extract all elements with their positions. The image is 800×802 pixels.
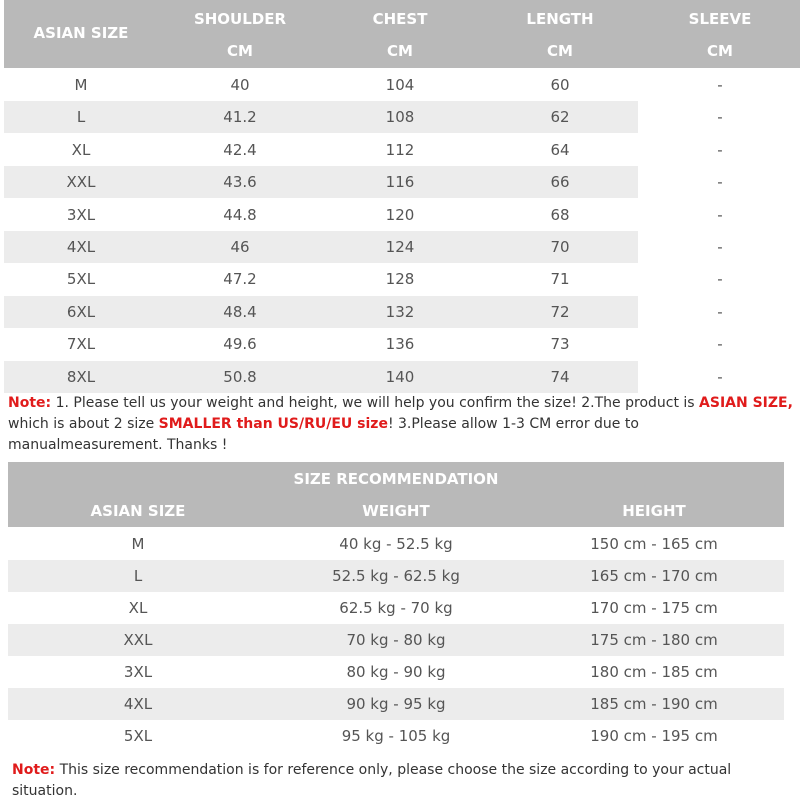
header-length-unit: CM bbox=[547, 42, 573, 60]
rec-header-weight: WEIGHT bbox=[362, 502, 430, 520]
cell-length: 70 bbox=[550, 238, 570, 256]
cell-height: 180 cm - 185 cm bbox=[590, 663, 718, 681]
table-row bbox=[8, 592, 784, 624]
cell-shoulder: 46 bbox=[230, 238, 250, 256]
cell-chest: 120 bbox=[385, 205, 415, 224]
cell-size: M bbox=[74, 76, 88, 94]
cell-height: 175 cm - 180 cm bbox=[590, 631, 718, 649]
note2-label: Note: bbox=[12, 762, 56, 778]
rec-header-height: HEIGHT bbox=[622, 502, 686, 520]
cell-chest: 124 bbox=[385, 238, 415, 256]
table-row bbox=[8, 560, 784, 592]
header-chest: CHEST bbox=[372, 10, 428, 28]
cell-size: 4XL bbox=[123, 695, 153, 713]
cell-size: 6XL bbox=[66, 302, 96, 321]
cell-size: 5XL bbox=[123, 727, 153, 745]
table-row bbox=[8, 624, 784, 656]
cell-sleeve: - bbox=[717, 238, 723, 256]
table-row bbox=[4, 296, 723, 328]
recommendation-title: SIZE RECOMMENDATION bbox=[293, 470, 499, 488]
cell-size: 5XL bbox=[66, 270, 96, 289]
cell-length: 73 bbox=[550, 335, 570, 354]
table-row bbox=[8, 720, 784, 752]
cell-shoulder: 50.8 bbox=[223, 367, 257, 386]
cell-length: 72 bbox=[550, 302, 570, 321]
note-text-part4: manualmeasurement. Thanks ! bbox=[8, 437, 228, 453]
cell-chest: 136 bbox=[385, 335, 415, 354]
cell-size: 8XL bbox=[66, 367, 96, 386]
cell-size: 7XL bbox=[66, 335, 96, 354]
cell-size: L bbox=[133, 567, 143, 585]
header-chest-unit: CM bbox=[387, 42, 413, 60]
header-sleeve-unit: CM bbox=[707, 42, 733, 60]
cell-weight: 40 kg - 52.5 kg bbox=[339, 535, 453, 553]
cell-shoulder: 44.8 bbox=[223, 205, 257, 224]
cell-size: XL bbox=[71, 140, 91, 159]
note-text-part3: ! 3.Please allow 1-3 CM error due to bbox=[387, 416, 639, 432]
rec-header-asian-size: ASIAN SIZE bbox=[90, 502, 186, 520]
table-row bbox=[4, 361, 723, 393]
cell-size: XXL bbox=[123, 631, 153, 649]
note-smaller: SMALLER than US/RU/EU size bbox=[158, 416, 388, 432]
note2-text: This size recommendation is for reference only, please choose the size according to your actual bbox=[55, 762, 732, 778]
cell-shoulder: 43.6 bbox=[223, 173, 257, 192]
cell-shoulder: 41.2 bbox=[223, 108, 257, 127]
cell-length: 71 bbox=[550, 270, 570, 289]
cell-size: XL bbox=[128, 599, 148, 617]
table-row bbox=[8, 656, 784, 688]
cell-weight: 70 kg - 80 kg bbox=[346, 631, 446, 649]
cell-shoulder: 49.6 bbox=[223, 335, 257, 354]
cell-height: 185 cm - 190 cm bbox=[590, 695, 718, 713]
cell-chest: 112 bbox=[385, 140, 415, 159]
recommendation-header bbox=[8, 462, 784, 527]
note-text-part1: 1. Please tell us your weight and height, we will help you confirm the size! 2.The product is bbox=[51, 395, 700, 411]
table-row bbox=[4, 328, 800, 360]
cell-sleeve: - bbox=[717, 270, 723, 289]
cell-weight: 62.5 kg - 70 kg bbox=[339, 599, 453, 617]
cell-sleeve: - bbox=[717, 173, 723, 192]
cell-height: 170 cm - 175 cm bbox=[590, 599, 718, 617]
cell-weight: 95 kg - 105 kg bbox=[341, 727, 451, 745]
cell-length: 60 bbox=[550, 76, 570, 94]
cell-length: 66 bbox=[550, 173, 570, 192]
cell-shoulder: 40 bbox=[230, 76, 250, 94]
note-reference bbox=[12, 760, 792, 802]
table-row bbox=[4, 166, 723, 198]
cell-chest: 116 bbox=[385, 173, 415, 192]
cell-size: 3XL bbox=[66, 205, 96, 224]
cell-height: 150 cm - 165 cm bbox=[590, 535, 718, 553]
cell-shoulder: 47.2 bbox=[223, 270, 257, 289]
cell-sleeve: - bbox=[717, 205, 723, 224]
cell-size: M bbox=[131, 535, 145, 553]
note-label: Note: bbox=[8, 395, 52, 411]
cell-size: XXL bbox=[66, 173, 96, 192]
cell-sleeve: - bbox=[717, 76, 723, 94]
note2-text2: situation. bbox=[12, 783, 78, 799]
table-row bbox=[4, 199, 800, 231]
cell-weight: 52.5 kg - 62.5 kg bbox=[332, 567, 460, 585]
cell-chest: 132 bbox=[385, 302, 415, 321]
table-row bbox=[4, 134, 800, 166]
cell-height: 190 cm - 195 cm bbox=[590, 727, 718, 745]
table-row bbox=[4, 263, 800, 295]
cell-length: 62 bbox=[550, 108, 570, 127]
note-size-info bbox=[8, 393, 798, 456]
cell-weight: 90 kg - 95 kg bbox=[346, 695, 446, 713]
cell-weight: 80 kg - 90 kg bbox=[346, 663, 446, 681]
header-sleeve: SLEEVE bbox=[688, 10, 752, 28]
header-length: LENGTH bbox=[526, 10, 594, 28]
cell-sleeve: - bbox=[717, 302, 723, 321]
cell-sleeve: - bbox=[717, 108, 723, 127]
size-chart-header bbox=[4, 0, 800, 68]
cell-sleeve: - bbox=[717, 140, 723, 159]
table-row bbox=[4, 231, 723, 263]
note-text-part2: which is about 2 size bbox=[8, 416, 159, 432]
header-asian-size: ASIAN SIZE bbox=[33, 24, 129, 42]
cell-chest: 108 bbox=[385, 108, 415, 127]
cell-height: 165 cm - 170 cm bbox=[590, 567, 718, 585]
cell-chest: 104 bbox=[385, 76, 415, 94]
cell-size: 4XL bbox=[66, 238, 96, 256]
table-row bbox=[8, 688, 784, 720]
table-row bbox=[4, 69, 800, 101]
header-shoulder-unit: CM bbox=[227, 42, 253, 60]
cell-length: 68 bbox=[550, 205, 570, 224]
note-asian-size: ASIAN SIZE, bbox=[699, 395, 793, 411]
table-row bbox=[8, 528, 784, 560]
table-row bbox=[4, 101, 723, 133]
cell-size: 3XL bbox=[123, 663, 153, 681]
cell-length: 74 bbox=[550, 367, 570, 386]
cell-shoulder: 48.4 bbox=[223, 302, 257, 321]
cell-chest: 140 bbox=[385, 367, 415, 386]
cell-chest: 128 bbox=[385, 270, 415, 289]
cell-sleeve: - bbox=[717, 335, 723, 354]
cell-size: L bbox=[76, 108, 86, 127]
cell-length: 64 bbox=[550, 140, 570, 159]
header-shoulder: SHOULDER bbox=[193, 10, 287, 28]
cell-sleeve: - bbox=[717, 367, 723, 386]
cell-shoulder: 42.4 bbox=[223, 140, 257, 159]
